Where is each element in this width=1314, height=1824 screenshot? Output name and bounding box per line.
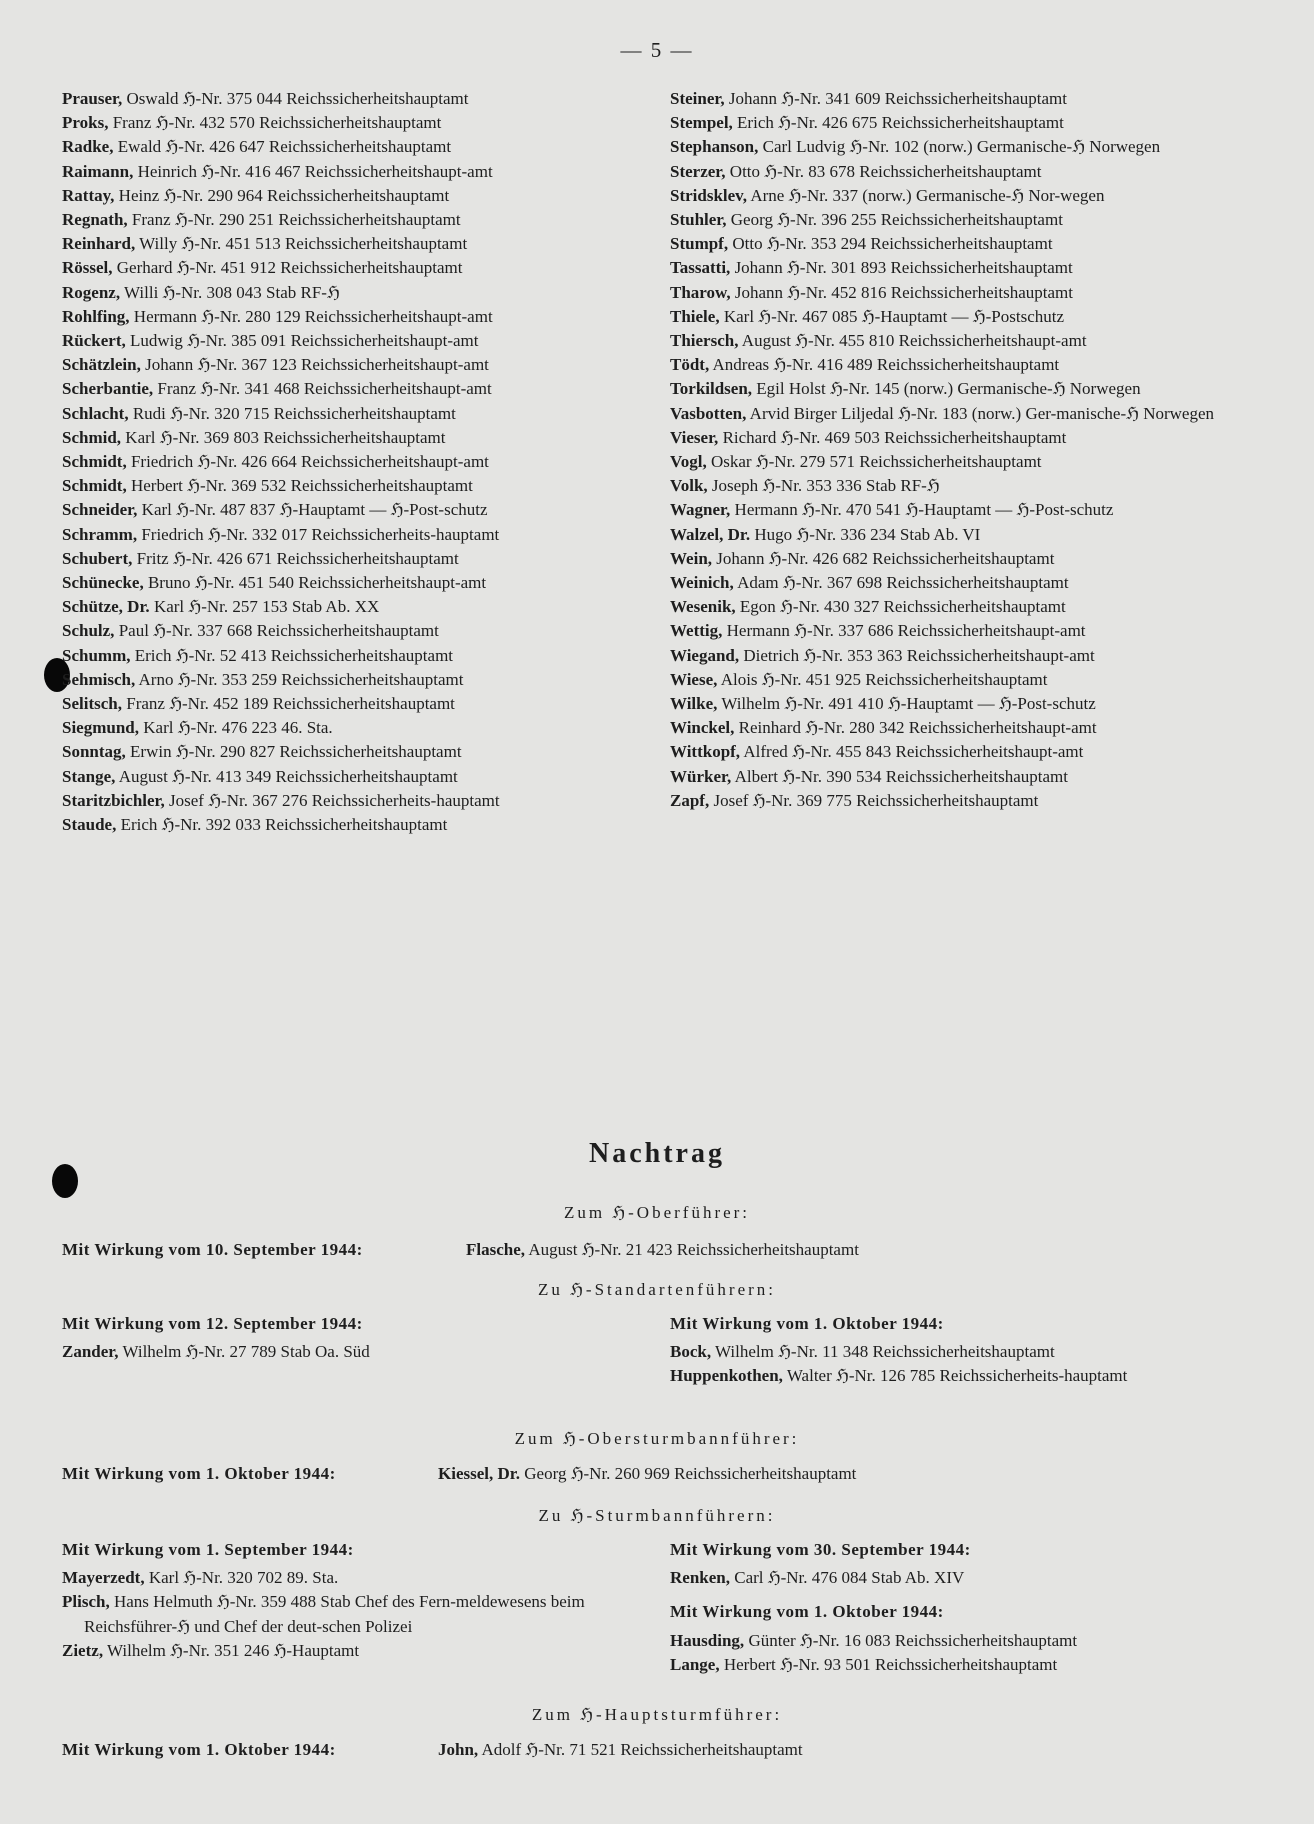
list-item [62,765,610,789]
entry-details: Egil Holst ℌ-Nr. 145 (norw.) Germanische-ℌ Norwegen [756,379,1141,399]
entry-details: Hermann ℌ-Nr. 337 686 Reichssicherheitshaupt-amt [726,621,1086,641]
surname: Wilke, [670,694,718,714]
page-number: — 5 — [620,38,694,62]
list-item [62,450,610,474]
list-item [62,402,610,426]
surname: Kiessel, Dr. [438,1464,521,1483]
entry-details: Alois ℌ-Nr. 451 925 Reichssicherheitshauptamt [720,669,1048,689]
left-column [62,87,610,837]
entry-details: Ewald ℌ-Nr. 426 647 Reichssicherheitshauptamt [117,137,452,157]
entry-details: Karl ℌ-Nr. 487 837 ℌ-Hauptamt — ℌ-Post-schutz [141,500,488,520]
entry-details: Franz ℌ-Nr. 432 570 Reichssicherheitshauptamt [112,113,442,133]
list-item [670,135,1218,159]
list-item [62,184,610,208]
list-item [670,305,1218,329]
entry-details: Karl ℌ-Nr. 369 803 Reichssicherheitshauptamt [125,427,446,447]
surname: Staritzbichler, [62,790,165,810]
promotion-entry [62,1566,610,1590]
list-item [62,426,610,450]
list-item [62,523,610,547]
entry-details: Walter ℌ-Nr. 126 785 Reichssicherheits-hauptamt [786,1366,1128,1386]
surname: Flasche, [466,1240,526,1259]
standartenfuehrer-right [670,1312,1218,1389]
entry-details: Arno ℌ-Nr. 353 259 Reichssicherheitshauptamt [138,669,464,689]
entry-details: Paul ℌ-Nr. 337 668 Reichssicherheitshauptamt [118,621,439,641]
promotion-entry [62,1340,610,1364]
surname: Walzel, Dr. [670,524,751,544]
entry-details: Friedrich ℌ-Nr. 332 017 Reichssicherheits-hauptamt [141,524,500,544]
surname: Würker, [670,766,732,786]
entry-details: Karl ℌ-Nr. 320 702 89. Sta. [148,1568,339,1588]
entry-details: August ℌ-Nr. 413 349 Reichssicherheitshauptamt [118,766,458,786]
list-item [62,232,610,256]
surname: Weinich, [670,573,734,593]
surname: Huppenkothen, [670,1366,783,1386]
promotion-entry [670,1340,1218,1364]
entry-details: Reinhard ℌ-Nr. 280 342 Reichssicherheitshaupt-amt [738,718,1097,738]
effective-date-text: Mit Wirkung vom 30. September 1944: [670,1540,971,1559]
surname: Stange, [62,766,116,786]
surname: Lange, [670,1654,720,1674]
surname: Thiersch, [670,331,739,351]
list-item [62,256,610,280]
effective-date [62,1462,336,1486]
entry-details: Erich ℌ-Nr. 52 413 Reichssicherheitshauptamt [134,645,454,665]
entry-details: Otto ℌ-Nr. 83 678 Reichssicherheitshauptamt [729,161,1042,181]
standartenfuehrer-left [62,1312,610,1364]
list-item [62,305,610,329]
entry-details: Rudi ℌ-Nr. 320 715 Reichssicherheitshauptamt [132,403,456,423]
entry-details: Arne ℌ-Nr. 337 (norw.) Germanische-ℌ Nor-wegen [750,185,1105,205]
list-item [670,208,1218,232]
list-item [62,595,610,619]
surname: Schubert, [62,548,133,568]
surname: Stumpf, [670,234,729,254]
entry-details: Hugo ℌ-Nr. 336 234 Stab Ab. VI [754,524,981,544]
surname: Wagner, [670,500,731,520]
surname: Hausding, [670,1630,745,1650]
entry-details: Arvid Birger Liljedal ℌ-Nr. 183 (norw.) Ger-manische-ℌ Norwegen [749,403,1215,423]
list-item [62,716,610,740]
entry-details: Fritz ℌ-Nr. 426 671 Reichssicherheitshauptamt [136,548,459,568]
entry-details: Ludwig ℌ-Nr. 385 091 Reichssicherheitshaupt-amt [129,331,479,351]
surname: Schmid, [62,427,122,447]
surname: Tharow, [670,282,731,302]
entry-details: Otto ℌ-Nr. 353 294 Reichssicherheitshauptamt [732,234,1053,254]
surname: Tödt, [670,355,710,375]
entry-details: Herbert ℌ-Nr. 93 501 Reichssicherheitshauptamt [723,1654,1058,1674]
list-item [670,426,1218,450]
effective-date-text: Mit Wirkung vom 1. Oktober 1944: [62,1464,336,1483]
entry-details: Erwin ℌ-Nr. 290 827 Reichssicherheitshauptamt [130,742,462,762]
entry-details: Karl ℌ-Nr. 257 153 Stab Ab. XX [153,597,380,617]
promotion-entry [438,1738,803,1762]
entry-details: Carl ℌ-Nr. 476 084 Stab Ab. XIV [734,1568,965,1588]
entry-details: Erich ℌ-Nr. 392 033 Reichssicherheitshauptamt [120,815,448,835]
list-item [670,329,1218,353]
entry-details: Hermann ℌ-Nr. 280 129 Reichssicherheitshaupt-amt [133,306,493,326]
surname: Schumm, [62,645,131,665]
entry-details: Georg ℌ-Nr. 396 255 Reichssicherheitshauptamt [730,210,1063,230]
list-item [62,692,610,716]
entry-details: Oswald ℌ-Nr. 375 044 Reichssicherheitshauptamt [126,89,469,108]
entry-details: Erich ℌ-Nr. 426 675 Reichssicherheitshauptamt [737,113,1064,133]
list-item [62,208,610,232]
entry-details: Adolf ℌ-Nr. 71 521 Reichssicherheitshauptamt [481,1740,803,1759]
surname: Stempel, [670,113,733,133]
entry-details: Johann ℌ-Nr. 367 123 Reichssicherheitshaupt-amt [145,355,489,375]
surname: Winckel, [670,718,735,738]
entry-details: Gerhard ℌ-Nr. 451 912 Reichssicherheitshauptamt [116,258,463,278]
rank-heading-standartenfuehrer: Zu ℌ-Standartenführern: [537,1280,777,1299]
list-item [62,498,610,522]
surname: Schünecke, [62,573,144,593]
entry-details: Josef ℌ-Nr. 367 276 Reichssicherheits-hauptamt [169,790,500,810]
promotion-entry [670,1364,1218,1388]
entry-details: Andreas ℌ-Nr. 416 489 Reichssicherheitshauptamt [712,355,1060,375]
surname: Stuhler, [670,210,727,230]
entry-details: August ℌ-Nr. 21 423 Reichssicherheitshauptamt [528,1240,859,1259]
list-item [670,644,1218,668]
surname: Wittkopf, [670,742,741,762]
list-item [670,523,1218,547]
promotion-entry [438,1462,856,1486]
entry-details: Hans Helmuth ℌ-Nr. 359 488 Stab Chef des Fern-meldewesens beim Reichsführer-ℌ und Chef der deut-schen Polizei [84,1592,585,1636]
surname: Wesenik, [670,597,736,617]
promotion-entry [670,1653,1218,1677]
surname: Zietz, [62,1640,104,1660]
entry-details: Karl ℌ-Nr. 467 085 ℌ-Hauptamt — ℌ-Postschutz [723,306,1065,326]
entry-details: Joseph ℌ-Nr. 353 336 Stab RF-ℌ [711,476,940,496]
list-item [670,571,1218,595]
list-item [670,232,1218,256]
promotion-entry [670,1566,1218,1590]
surname: Schlacht, [62,403,129,423]
right-column [670,87,1218,813]
promotion-entry [466,1238,859,1262]
list-item [670,547,1218,571]
list-item [62,644,610,668]
list-item [670,353,1218,377]
entry-details: Egon ℌ-Nr. 430 327 Reichssicherheitshauptamt [739,597,1066,617]
surname: Reinhard, [62,234,136,254]
surname: Schneider, [62,500,138,520]
surname: Bock, [670,1342,712,1362]
list-item [62,135,610,159]
nachtrag-title: Nachtrag [589,1138,725,1169]
surname: Zapf, [670,790,710,810]
entry-details: August ℌ-Nr. 455 810 Reichssicherheitshaupt-amt [741,331,1087,351]
entry-details: Karl ℌ-Nr. 476 223 46. Sta. [143,718,333,738]
rank-heading-obersturmbannfuehrer: Zum ℌ-Obersturmbannführer: [514,1429,800,1448]
entry-details: Heinz ℌ-Nr. 290 964 Reichssicherheitshauptamt [118,185,450,205]
entry-details: Alfred ℌ-Nr. 455 843 Reichssicherheitshaupt-amt [743,742,1084,762]
entry-details: Willy ℌ-Nr. 451 513 Reichssicherheitshauptamt [139,234,468,254]
list-item [670,111,1218,135]
list-item [62,281,610,305]
surname: Rattay, [62,185,115,205]
surname: Renken, [670,1568,730,1588]
list-item [670,765,1218,789]
surname: Torkildsen, [670,379,753,399]
surname: Schramm, [62,524,138,544]
entry-details: Wilhelm ℌ-Nr. 27 789 Stab Oa. Süd [122,1342,370,1362]
promotion-entry [62,1639,610,1663]
sturmbannfuehrer-left [62,1538,610,1663]
effective-date-text: Mit Wirkung vom 1. Oktober 1944: [62,1740,336,1759]
list-item [670,256,1218,280]
entry-details: Bruno ℌ-Nr. 451 540 Reichssicherheitshaupt-amt [147,573,487,593]
entry-details: Josef ℌ-Nr. 369 775 Reichssicherheitshauptamt [713,790,1039,810]
surname: Volk, [670,476,708,496]
entry-details: Willi ℌ-Nr. 308 043 Stab RF-ℌ [124,282,340,302]
list-item [670,450,1218,474]
list-item [62,474,610,498]
list-item [670,692,1218,716]
entry-details: Johann ℌ-Nr. 341 609 Reichssicherheitshauptamt [728,89,1067,108]
effective-date-text: Mit Wirkung vom 1. Oktober 1944: [670,1602,944,1622]
surname: Schmidt, [62,452,127,472]
surname: Mayerzedt, [62,1568,145,1588]
entry-details: Dietrich ℌ-Nr. 353 363 Reichssicherheitshaupt-amt [743,645,1095,665]
list-item [670,668,1218,692]
effective-date-text: Mit Wirkung vom 1. September 1944: [62,1540,354,1559]
surname: Sonntag, [62,742,126,762]
entry-details: Albert ℌ-Nr. 390 534 Reichssicherheitshauptamt [734,766,1068,786]
surname: Sehmisch, [62,669,136,689]
list-item [670,789,1218,813]
list-item [62,547,610,571]
entry-details: Heinrich ℌ-Nr. 416 467 Reichssicherheitshaupt-amt [137,161,493,181]
list-item [670,160,1218,184]
surname: Siegmund, [62,718,139,738]
surname: Raimann, [62,161,134,181]
surname: Zander, [62,1342,119,1362]
entry-details: Johann ℌ-Nr. 426 682 Reichssicherheitshauptamt [716,548,1055,568]
surname: Rössel, [62,258,113,278]
entry-details: Franz ℌ-Nr. 452 189 Reichssicherheitshauptamt [126,694,455,714]
effective-date [62,1238,363,1262]
rank-heading-hauptsturmfuehrer: Zum ℌ-Hauptsturmführer: [531,1705,783,1724]
surname: Vieser, [670,427,719,447]
rank-heading-sturmbannfuehrer: Zu ℌ-Sturmbannführern: [538,1506,776,1525]
surname: Schätzlein, [62,355,141,375]
promotion-entry [62,1590,610,1638]
promotion-entry [670,1629,1218,1653]
surname: Radke, [62,137,114,157]
surname: Tassatti, [670,258,731,278]
entry-details: Adam ℌ-Nr. 367 698 Reichssicherheitshauptamt [737,573,1069,593]
surname: Stephanson, [670,137,759,157]
list-item [62,789,610,813]
list-item [62,329,610,353]
entry-details: Wilhelm ℌ-Nr. 491 410 ℌ-Hauptamt — ℌ-Post-schutz [721,694,1096,714]
surname: Prauser, [62,89,123,108]
effective-date-text: Mit Wirkung vom 10. September 1944: [62,1240,363,1259]
surname: Sterzer, [670,161,726,181]
surname: John, [438,1740,479,1759]
list-item [62,571,610,595]
list-item [670,184,1218,208]
surname: Wiegand, [670,645,740,665]
surname: Staude, [62,815,117,835]
list-item [62,619,610,643]
list-item [670,740,1218,764]
entry-details: Herbert ℌ-Nr. 369 532 Reichssicherheitshauptamt [130,476,473,496]
surname: Proks, [62,113,109,133]
entry-details: Oskar ℌ-Nr. 279 571 Reichssicherheitshauptamt [710,452,1042,472]
list-item [670,474,1218,498]
surname: Schütze, Dr. [62,597,150,617]
entry-details: Friedrich ℌ-Nr. 426 664 Reichssicherheitshaupt-amt [130,452,489,472]
surname: Schmidt, [62,476,127,496]
entry-details: Wilhelm ℌ-Nr. 11 348 Reichssicherheitshauptamt [715,1342,1055,1362]
surname: Wein, [670,548,713,568]
sturmbannfuehrer-right [670,1538,1218,1677]
effective-date-text: Mit Wirkung vom 12. September 1944: [62,1314,363,1333]
effective-date [62,1738,336,1762]
list-item [670,595,1218,619]
surname: Thiele, [670,306,720,326]
entry-details: Georg ℌ-Nr. 260 969 Reichssicherheitshauptamt [524,1464,857,1483]
rank-heading-oberfuehrer: Zum ℌ-Oberführer: [563,1203,751,1222]
entry-details: Wilhelm ℌ-Nr. 351 246 ℌ-Hauptamt [107,1640,360,1660]
entry-details: Hermann ℌ-Nr. 470 541 ℌ-Hauptamt — ℌ-Post-schutz [734,500,1114,520]
surname: Vasbotten, [670,403,747,423]
entry-details: Richard ℌ-Nr. 469 503 Reichssicherheitshauptamt [722,427,1067,447]
entry-details: Johann ℌ-Nr. 452 816 Reichssicherheitshauptamt [734,282,1073,302]
list-item [62,111,610,135]
surname: Vogl, [670,452,707,472]
list-item [670,377,1218,401]
entry-details: Franz ℌ-Nr. 290 251 Reichssicherheitshauptamt [131,210,461,230]
list-item [670,716,1218,740]
entry-details: Franz ℌ-Nr. 341 468 Reichssicherheitshaupt-amt [157,379,492,399]
surname: Wiese, [670,669,718,689]
entry-details: Carl Ludvig ℌ-Nr. 102 (norw.) Germanische-ℌ Norwegen [762,137,1161,157]
effective-date-text: Mit Wirkung vom 1. Oktober 1944: [670,1314,944,1333]
list-item [62,813,610,837]
surname: Wettig, [670,621,723,641]
surname: Selitsch, [62,694,122,714]
surname: Schulz, [62,621,115,641]
list-item [670,87,1218,111]
list-item [62,353,610,377]
surname: Rohlfing, [62,306,130,326]
surname: Steiner, [670,89,725,108]
list-item [62,87,610,111]
list-item [670,619,1218,643]
surname: Stridsklev, [670,185,747,205]
surname: Rückert, [62,331,126,351]
entry-details: Johann ℌ-Nr. 301 893 Reichssicherheitshauptamt [734,258,1073,278]
list-item [670,281,1218,305]
surname: Scherbantie, [62,379,154,399]
list-item [62,740,610,764]
list-item [670,498,1218,522]
surname: Regnath, [62,210,128,230]
entry-details: Günter ℌ-Nr. 16 083 Reichssicherheitshauptamt [748,1630,1078,1650]
list-item [62,377,610,401]
surname: Rogenz, [62,282,121,302]
list-item [62,160,610,184]
surname: Plisch, [62,1592,110,1612]
list-item [62,668,610,692]
list-item [670,402,1218,426]
